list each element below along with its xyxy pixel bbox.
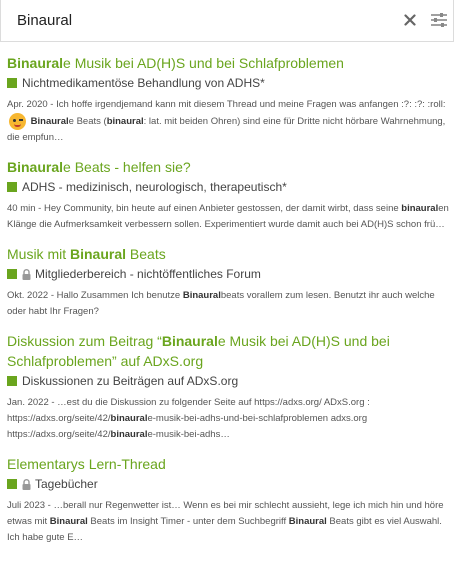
highlighted-term: binaural bbox=[110, 429, 148, 441]
title-text: Musik mit bbox=[7, 246, 70, 263]
snippet-text: Juli 2023 - …berall nur Regenwetter ist… Wenn es bei mir schlecht aussieht, lege ich mich hin und höre etwas mit bbox=[7, 500, 444, 528]
forum-name: Nichtmedikamentöse Behandlung von ADHS* bbox=[22, 76, 265, 90]
forum-name: ADHS - medizinisch, neurologisch, therapeutisch* bbox=[22, 180, 287, 195]
snippet-text: Apr. 2020 - Ich hoffe irgendjemand kann mit diesem Thread und meine Fragen was anfangen :?: :?: :roll: bbox=[7, 99, 446, 110]
lock-icon bbox=[22, 269, 31, 280]
title-text: Beats bbox=[126, 246, 166, 263]
snippet-text: : lat. mit beiden Ohren) sind eine für Dritte nicht hörbare Wahrnehmung, die empfun… bbox=[7, 116, 446, 144]
snippet-text: 40 min - Hey Community, bin heute auf einen Anbieter gestossen, der damit wirbt, dass seine bbox=[7, 203, 402, 215]
snippet-text: Beats im Insight Timer - unter dem Suchbegriff bbox=[87, 516, 289, 528]
result-snippet bbox=[7, 288, 449, 320]
result-snippet bbox=[7, 97, 449, 146]
search-input[interactable] bbox=[1, 0, 391, 41]
title-text: Diskussion zum Beitrag “ bbox=[7, 333, 162, 350]
result-title-link[interactable] bbox=[7, 53, 449, 73]
result-title-link[interactable] bbox=[7, 454, 449, 474]
title-text: e Musik bei AD(H)S und bei Schlafproblemen bbox=[63, 55, 344, 71]
search-bar bbox=[0, 0, 454, 42]
search-result bbox=[7, 244, 449, 320]
forum-square-icon bbox=[7, 78, 17, 88]
forum-square-icon bbox=[7, 479, 17, 489]
search-result bbox=[7, 454, 449, 546]
title-text: Elementarys Lern-Thread bbox=[7, 456, 166, 473]
forum-link[interactable] bbox=[7, 475, 449, 493]
forum-name: Mitgliederbereich - nichtöffentliches Forum bbox=[35, 267, 261, 282]
snippet-text: e-musik-bei-adhs… bbox=[147, 429, 230, 441]
snippet-text: e Beats ( bbox=[68, 116, 107, 128]
snippet-text: beats vorallem zum lesen. Benutzt ihr auch welche oder habt Ihr Fragen? bbox=[7, 290, 435, 318]
title-text: e Beats - helfen sie? bbox=[63, 159, 191, 176]
highlighted-term: Binaural bbox=[30, 116, 69, 128]
title-text: e Musik bei AD(H)S und bei Schlafproblemen” auf ADxS.org bbox=[7, 333, 390, 370]
forum-square-icon bbox=[7, 376, 17, 386]
search-result bbox=[7, 331, 449, 443]
highlighted-term: Binaural bbox=[7, 159, 64, 176]
highlighted-term: Binaural bbox=[49, 516, 88, 528]
snippet-text: Jan. 2022 - …est du die Diskussion zu folgender Seite auf https://adxs.org/ ADxS.org : https://adxs.org/seite/42/ bbox=[7, 397, 370, 425]
snippet-text: en Klänge die Aufmerksamkeit verbessern sollen. Experimentiert wurde damit auch bei AD(H)S schon frü… bbox=[7, 203, 449, 231]
result-snippet bbox=[7, 395, 449, 443]
snippet-text: e-musik-bei-adhs-und-bei-schlafproblemen adxs.org https://adxs.org/seite/42/ bbox=[7, 413, 368, 441]
search-result bbox=[7, 157, 449, 233]
highlighted-term: Binaural bbox=[70, 246, 127, 263]
forum-link[interactable] bbox=[7, 372, 449, 390]
forum-link[interactable] bbox=[7, 74, 449, 92]
highlighted-term: binaural bbox=[401, 203, 439, 215]
forum-link[interactable] bbox=[7, 265, 449, 283]
sliders-icon[interactable] bbox=[429, 11, 449, 29]
forum-square-icon bbox=[7, 182, 17, 192]
snippet-text: Okt. 2022 - Hallo Zusammen Ich benutze bbox=[7, 290, 183, 302]
result-title-link[interactable] bbox=[7, 157, 449, 177]
highlighted-term: Binaural bbox=[161, 333, 218, 350]
close-icon[interactable] bbox=[401, 11, 419, 29]
highlighted-term: binaural bbox=[106, 116, 144, 128]
wink-emoji-icon bbox=[9, 113, 26, 130]
forum-square-icon bbox=[7, 269, 17, 279]
result-snippet bbox=[7, 201, 449, 233]
forum-name: Diskussionen zu Beiträgen auf ADxS.org bbox=[22, 374, 239, 389]
highlighted-term: Binaural bbox=[288, 516, 327, 528]
highlighted-term: binaural bbox=[110, 413, 148, 425]
result-title-link[interactable] bbox=[7, 244, 449, 264]
search-results-list bbox=[7, 53, 449, 557]
lock-icon bbox=[22, 479, 31, 490]
snippet-text: Beats gibt es viel Auswahl. Ich habe gute E… bbox=[7, 516, 442, 544]
highlighted-term: Binaural bbox=[182, 290, 221, 302]
forum-name: Tagebücher bbox=[35, 477, 98, 492]
highlighted-term: Binaural bbox=[7, 55, 64, 71]
result-title-link[interactable] bbox=[7, 331, 449, 371]
search-result bbox=[7, 53, 449, 146]
forum-link[interactable] bbox=[7, 178, 449, 196]
result-snippet bbox=[7, 498, 449, 546]
